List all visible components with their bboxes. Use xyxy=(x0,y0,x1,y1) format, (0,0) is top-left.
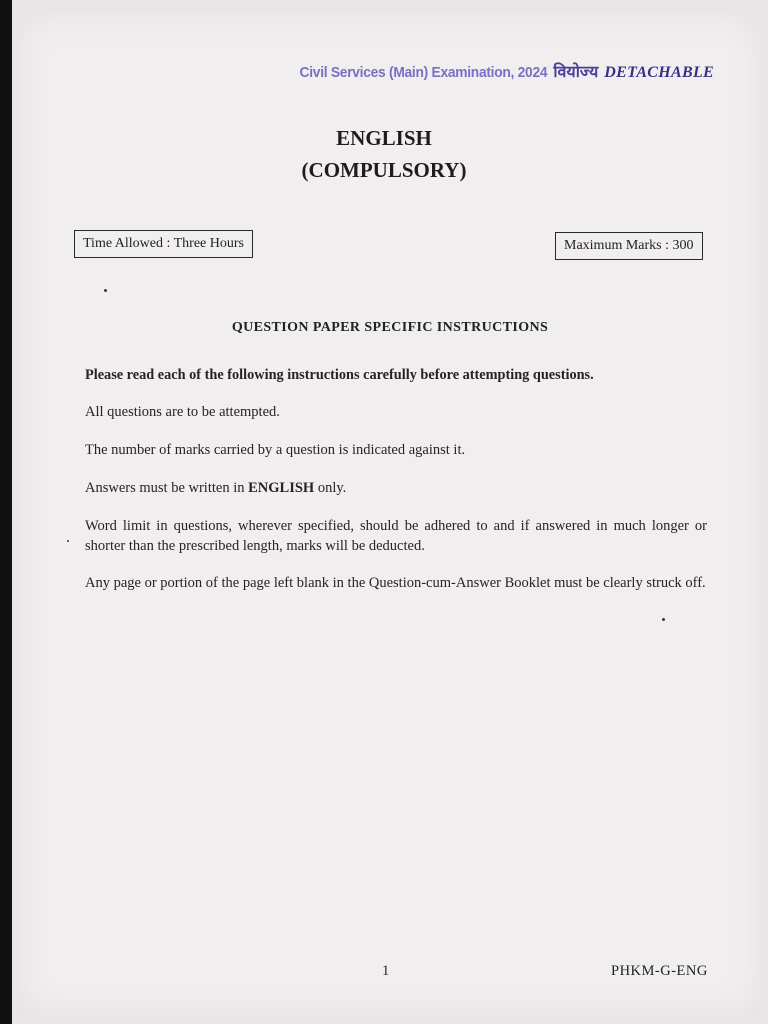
stamp-hindi-text: वियोज्य xyxy=(553,62,599,81)
stamp-exam-name: Civil Services (Main) Examination, 2024 xyxy=(299,64,548,81)
scan-left-edge xyxy=(0,0,12,1024)
maximum-marks-box: Maximum Marks : 300 xyxy=(555,232,703,260)
answers-language: ENGLISH xyxy=(248,480,315,496)
paper-subject: ENGLISH xyxy=(336,126,432,150)
detachable-stamp xyxy=(278,60,714,82)
answers-prefix: Answers must be written in xyxy=(85,480,249,496)
scan-speck xyxy=(662,618,665,621)
paper-code: PHKM-G-ENG xyxy=(611,963,708,979)
instruction-answers-language xyxy=(85,478,707,498)
paper-type: (COMPULSORY) xyxy=(301,158,467,182)
instruction-blank-pages: Any page or portion of the page left blank in the Question-cum-Answer Booklet must be clearly struck off. xyxy=(85,575,706,591)
stamp-detachable: DETACHABLE xyxy=(604,64,714,81)
time-allowed-box: Time Allowed : Three Hours xyxy=(74,230,253,258)
instruction-item: All questions are to be attempted. xyxy=(85,404,280,420)
instruction-item: The number of marks carried by a question is indicated against it. xyxy=(85,442,466,458)
instruction-word-limit: Word limit in questions, wherever specified, should be adhered to and if answered in much longer or shorter than the prescribed length, marks will be deducted. xyxy=(85,518,707,554)
scan-speck xyxy=(67,540,69,542)
answers-suffix: only. xyxy=(314,480,347,496)
scan-speck xyxy=(104,289,107,292)
page-number: 1 xyxy=(382,963,390,979)
instructions-intro: Please read each of the following instructions carefully before attempting questions. xyxy=(85,367,594,383)
instructions-heading: QUESTION PAPER SPECIFIC INSTRUCTIONS xyxy=(231,320,549,335)
